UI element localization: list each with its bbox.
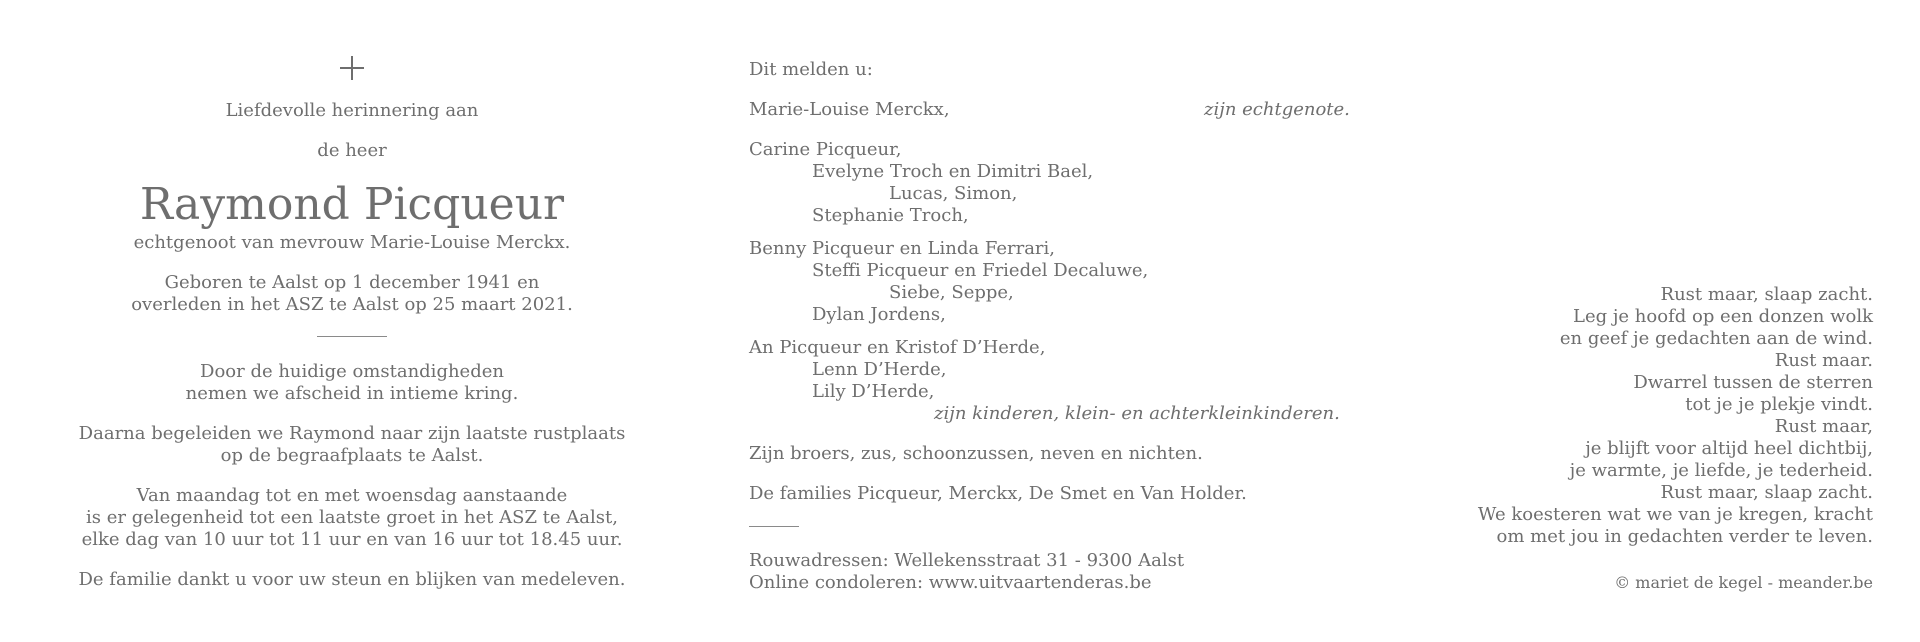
poem-line: We koesteren wat we van je kregen, kracht bbox=[1477, 504, 1873, 525]
family-line: Lucas, Simon, bbox=[889, 183, 1018, 204]
family-line: Carine Picqueur, bbox=[749, 139, 902, 160]
poem-line: om met jou in gedachten verder te leven. bbox=[1496, 526, 1873, 547]
burial-text-1: Daarna begeleiden we Raymond naar zijn laatste rustplaats bbox=[78, 423, 626, 444]
poem-line: je blijft voor altijd heel dichtbij, bbox=[1585, 438, 1873, 459]
cross-icon bbox=[340, 56, 364, 80]
divider bbox=[749, 526, 799, 527]
children-role: zijn kinderen, klein- en achterkleinkinderen. bbox=[934, 403, 1340, 424]
family-line: Stephanie Troch, bbox=[812, 205, 969, 226]
birth-line: Geboren te Aalst op 1 december 1941 en bbox=[164, 272, 540, 293]
family-line: Steffi Picqueur en Friedel Decaluwe, bbox=[812, 260, 1149, 281]
family-line: Dylan Jordens, bbox=[812, 304, 946, 325]
family-line: Lily D’Herde, bbox=[812, 381, 935, 402]
siblings-line: Zijn broers, zus, schoonzussen, neven en nichten. bbox=[749, 443, 1203, 464]
deceased-name: Raymond Picqueur bbox=[139, 179, 565, 230]
spouse-line: echtgenoot van mevrouw Marie-Louise Merckx. bbox=[133, 232, 571, 253]
family-line: Evelyne Troch en Dimitri Bael, bbox=[812, 161, 1094, 182]
intro-text: Liefdevolle herinnering aan bbox=[225, 100, 479, 121]
announce-text: Dit melden u: bbox=[749, 59, 873, 80]
ceremony-text-1: Door de huidige omstandigheden bbox=[200, 361, 504, 382]
online-condolence-line: Online condoleren: www.uitvaartenderas.be bbox=[749, 572, 1152, 593]
family-line: An Picqueur en Kristof D’Herde, bbox=[749, 337, 1046, 358]
poem-line: Leg je hoofd op een donzen wolk bbox=[1573, 306, 1873, 327]
poem-line: Rust maar. bbox=[1774, 350, 1873, 371]
title-text: de heer bbox=[317, 140, 387, 161]
spouse-role: zijn echtgenote. bbox=[1204, 99, 1350, 120]
visitation-text-3: elke dag van 10 uur tot 11 uur en van 16 uur tot 18.45 uur. bbox=[81, 529, 623, 550]
poem-line: tot je je plekje vindt. bbox=[1685, 394, 1873, 415]
family-line: Benny Picqueur en Linda Ferrari, bbox=[749, 238, 1056, 259]
spouse-name: Marie-Louise Merckx, bbox=[749, 99, 950, 120]
family-line: Lenn D’Herde, bbox=[812, 359, 947, 380]
copyright-text: © mariet de kegel - meander.be bbox=[1614, 573, 1873, 592]
poem-line: je warmte, je liefde, je tederheid. bbox=[1569, 460, 1873, 481]
burial-text-2: op de begraafplaats te Aalst. bbox=[220, 445, 484, 466]
poem-line: Rust maar, slaap zacht. bbox=[1660, 482, 1873, 503]
visitation-text-1: Van maandag tot en met woensdag aanstaande bbox=[136, 485, 568, 506]
family-line: Siebe, Seppe, bbox=[889, 282, 1014, 303]
address-line: Rouwadressen: Wellekensstraat 31 - 9300 Aalst bbox=[749, 550, 1185, 571]
poem-line: Rust maar, slaap zacht. bbox=[1660, 284, 1873, 305]
thanks-text: De familie dankt u voor uw steun en blijken van medeleven. bbox=[78, 569, 626, 590]
poem-line: Dwarrel tussen de sterren bbox=[1633, 372, 1873, 393]
ceremony-text-2: nemen we afscheid in intieme kring. bbox=[185, 383, 519, 404]
divider bbox=[317, 336, 387, 337]
death-line: overleden in het ASZ te Aalst op 25 maart 2021. bbox=[131, 294, 573, 315]
families-line: De families Picqueur, Merckx, De Smet en Van Holder. bbox=[749, 483, 1247, 504]
poem-line: en geef je gedachten aan de wind. bbox=[1559, 328, 1873, 349]
visitation-text-2: is er gelegenheid tot een laatste groet in het ASZ te Aalst, bbox=[86, 507, 618, 528]
poem-line: Rust maar, bbox=[1774, 416, 1873, 437]
